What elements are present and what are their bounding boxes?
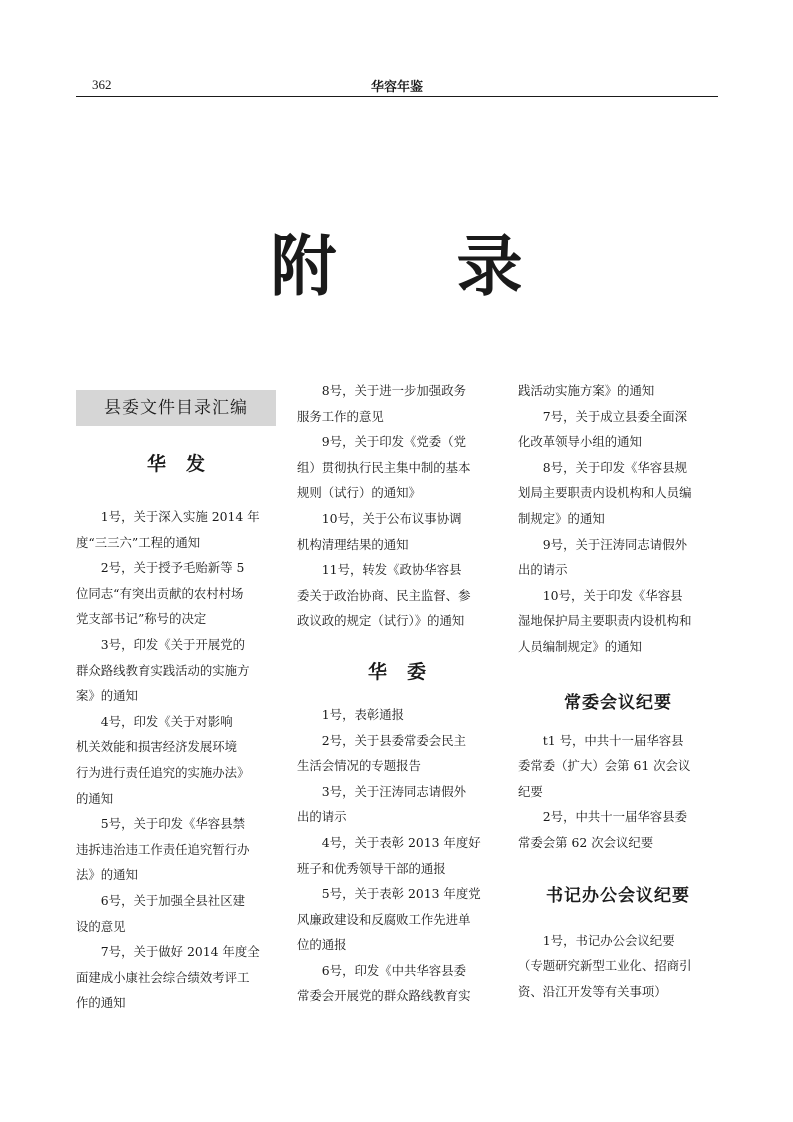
entry-line: 党支部书记”称号的决定 — [76, 611, 207, 627]
subsection-heading-huawei: 华委 — [367, 660, 446, 683]
entry-line: 6号，关于加强全县社区建 — [100, 892, 245, 908]
entry-line: 9号，关于印发《党委（党 — [321, 434, 466, 450]
entry-line: 风廉政建设和反腐败工作先进单 — [297, 911, 471, 927]
entry-line: 3号，印发《关于开展党的 — [100, 636, 245, 652]
entry-line: 9号，关于汪涛同志请假外 — [542, 536, 687, 552]
entry-line: 践活动实施方案》的通知 — [518, 383, 655, 398]
entry-line: 服务工作的意见 — [297, 408, 384, 424]
page-number: 362 — [92, 77, 112, 92]
entry-line: 5号，关于表彰 2013 年度党 — [321, 886, 481, 902]
entry-line: 机关效能和损害经济发展环境 — [76, 739, 238, 755]
entry-line: 7号，关于成立县委全面深 — [542, 408, 687, 424]
entry-line: 2号，关于县委常委会民主 — [321, 732, 466, 748]
entry-line: 7号，关于做好 2014 年度全 — [100, 944, 260, 960]
entry-line: 制规定》的通知 — [518, 510, 605, 526]
entry-line: 1号，书记办公会议纪要 — [542, 932, 675, 948]
entry-line: 常委会开展党的群众路线教育实 — [297, 988, 471, 1004]
entry-line: 纪要 — [518, 783, 543, 799]
entry-line: 8号，关于进一步加强政务 — [321, 383, 466, 398]
entry-line: 面建成小康社会综合绩效考评工 — [76, 969, 250, 985]
entry-line: 资、沿江开发等有关事项） — [518, 983, 667, 999]
section-heading-secretary-office: 书记办公会议纪要 — [546, 885, 690, 906]
entry-line: 的通知 — [76, 790, 114, 806]
entry-line: 规则（试行）的通知》 — [297, 485, 421, 501]
entry-line: 常委会第 62 次会议纪要 — [518, 834, 654, 850]
entry-line: 2号，关于授予毛贻新等 5 — [100, 560, 245, 576]
entry-line: 10号，关于公布议事协调 — [321, 510, 462, 526]
appendix-title-char-1: 附 — [270, 227, 337, 305]
entry-line: 4号，印发《关于对影响 — [100, 713, 233, 729]
entry-line: 案》的通知 — [76, 688, 138, 704]
entry-line: 化改革领导小组的通知 — [518, 434, 642, 450]
entry-line: t1 号，中共十一届华容县 — [542, 732, 684, 748]
entry-line: 班子和优秀领导干部的通报 — [297, 860, 446, 876]
entry-line: 4号，关于表彰 2013 年度好 — [321, 834, 481, 850]
entry-line: 行为进行责任追究的实施办法》 — [76, 764, 250, 780]
entry-line: 出的请示 — [297, 809, 347, 825]
entry-line: 湿地保护局主要职责内设机构和 — [518, 613, 692, 629]
entry-line: 法》的通知 — [76, 867, 138, 883]
entry-line: 出的请示 — [518, 562, 568, 578]
book-title: 华容年鉴 — [370, 80, 423, 95]
entry-line: 组）贯彻执行民主集中制的基本 — [297, 459, 471, 475]
entry-line: 1号，关于深入实施 2014 年 — [100, 509, 260, 524]
appendix-title-char-2: 录 — [456, 227, 523, 305]
column-2 — [297, 378, 497, 1009]
entry-line: 设的意见 — [76, 918, 126, 934]
entry-line: 委常委（扩大）会第 61 次会议 — [518, 758, 691, 774]
entry-line: 违拆违治违工作责任追究暂行办 — [76, 841, 250, 857]
entry-line: 11号，转发《政协华容县 — [321, 562, 462, 578]
subsection-heading-huafa: 华发 — [146, 453, 225, 475]
column-1 — [76, 378, 276, 1016]
entry-line: 10号，关于印发《华容县 — [542, 587, 683, 603]
entry-line: 5号，关于印发《华容县禁 — [100, 816, 245, 832]
entry-line: 1号，表彰通报 — [321, 706, 405, 722]
entry-line: 划局主要职责内设机构和人员编 — [518, 485, 692, 501]
entry-line: 6号，印发《中共华容县委 — [321, 962, 466, 978]
page-header — [76, 76, 718, 97]
entry-line: 度“三三六”工程的通知 — [76, 534, 201, 550]
entry-line: 生活会情况的专题报告 — [297, 758, 421, 774]
section-heading-standing-committee: 常委会议纪要 — [564, 692, 672, 713]
entry-line: 8号，关于印发《华容县规 — [542, 459, 687, 475]
column-3 — [518, 378, 718, 1004]
entry-line: 机构清理结果的通知 — [297, 536, 409, 552]
entry-line: 人员编制规定》的通知 — [518, 638, 642, 654]
section-heading-county-docs: 县委文件目录汇编 — [76, 390, 276, 426]
entry-line: 3号，关于汪涛同志请假外 — [321, 783, 466, 799]
entry-line: 群众路线教育实践活动的实施方 — [76, 662, 250, 678]
entry-line: 委关于政治协商、民主监督、参 — [297, 587, 471, 603]
entry-line: 2号，中共十一届华容县委 — [542, 809, 687, 825]
entry-line: （专题研究新型工业化、招商引 — [518, 958, 692, 974]
appendix-title — [0, 226, 793, 306]
entry-line: 作的通知 — [76, 995, 126, 1011]
entry-line: 政议政的规定（试行）》的通知 — [297, 613, 465, 629]
entry-line: 位同志“有突出贡献的农村村场 — [76, 585, 244, 601]
entry-line: 位的通报 — [297, 937, 347, 953]
